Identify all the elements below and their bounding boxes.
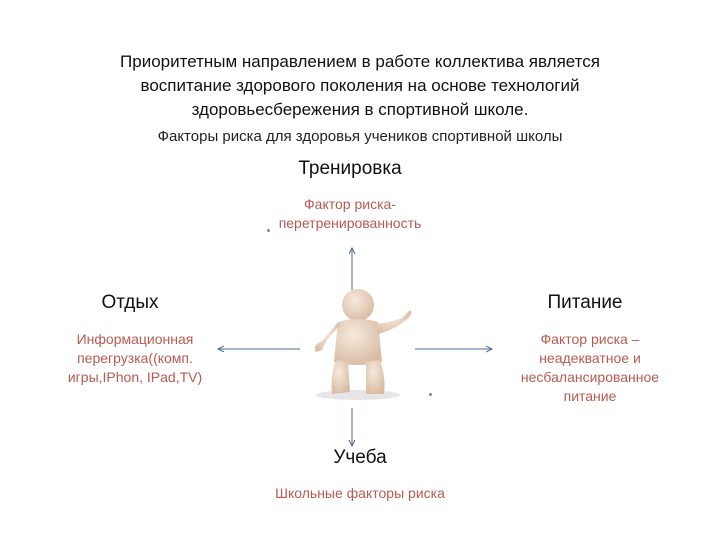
decor-dot: [429, 393, 432, 396]
node-title-food: Питание: [547, 292, 623, 313]
desc-line: Информационная: [76, 331, 194, 347]
desc-line: неадекватное и: [539, 350, 641, 366]
heading-line-2: воспитание здорового поколения на основе технологий: [140, 76, 580, 95]
desc-line: питание: [563, 388, 617, 404]
node-desc-training: [235, 195, 465, 233]
node-desc-food: [495, 330, 685, 406]
desc-line: Фактор риска –: [540, 331, 640, 347]
heading-line-1: Приоритетным направлением в работе коллектива является: [120, 52, 600, 71]
desc-line: Фактор риска-: [304, 196, 396, 212]
desc-line: Школьные факторы риска: [275, 485, 445, 501]
node-title-rest: Отдых: [101, 292, 159, 313]
desc-line: несбалансированное: [520, 369, 660, 385]
node-title-training: Тренировка: [298, 158, 402, 179]
desc-line: игры,IPhon, IPad,TV): [67, 369, 203, 385]
desc-line: перетренированность: [278, 215, 422, 231]
node-desc-study: [230, 484, 490, 503]
heading-line-3: здоровьесбережения в спортивной школе.: [191, 100, 529, 119]
node-title-study: Учеба: [333, 447, 387, 468]
diagram-subheading: Факторы риска для здоровья учеников спортивной школы: [157, 128, 563, 145]
node-desc-rest: [40, 330, 230, 387]
person-figure-icon: [315, 289, 411, 400]
desc-line: перегрузка((комп.: [77, 350, 193, 366]
